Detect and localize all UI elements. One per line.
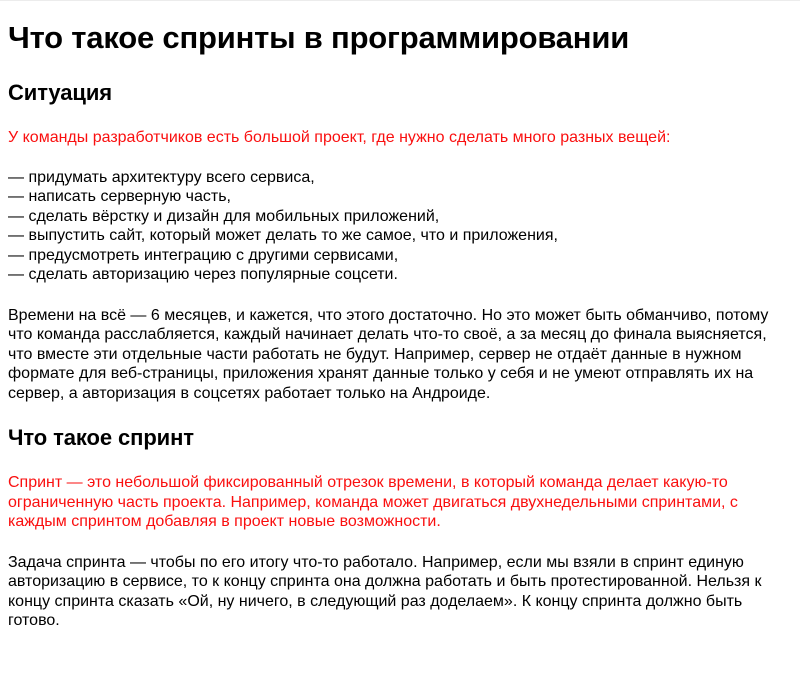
list-item: — сделать вёрстку и дизайн для мобильных приложений, [8,207,440,225]
section-heading-what-is-sprint: Что такое спринт [8,425,194,450]
section-heading-situation: Ситуация [8,80,113,105]
list-item: — предусмотреть интеграцию с другими сервисами, [8,246,399,264]
list-item: — написать серверную часть, [8,188,231,205]
situation-task-list [8,168,780,285]
page-title: Что такое спринты в программировании [8,20,630,55]
top-divider [0,0,800,1]
list-item: — выпустить сайт, который может делать то же самое, что и приложения, [8,227,558,244]
situation-body-paragraph: Времени на всё — 6 месяцев, и кажется, что этого достаточно. Но это может быть обманчиво, потому что команда расслабляется, каждый начинает делать что-то своё, а за месяц до финала выясняется, что вместе эти отдельные части работать не будут. Например, сервер не отдаёт данные в нужном формате для веб-страницы, приложения хранят данные только у себя и не умеют отправлять их на сервер, а авторизация в соцсетях работает только на Андроиде. [8,306,769,402]
sprint-goal-paragraph: Задача спринта — чтобы по его итогу что-то работало. Например, если мы взяли в спринт единую авторизацию в сервисе, то к концу спринта она должна работать и быть протестированной. Нельзя к концу спринта сказать «Ой, ну ничего, в следующий раз доделаем». К концу спринта должно быть готово. [8,553,762,629]
list-item: — придумать архитектуру всего сервиса, [8,168,315,186]
situation-intro-paragraph: У команды разработчиков есть большой проект, где нужно сделать много разных вещей: [8,129,671,146]
sprint-definition-paragraph: Спринт — это небольшой фиксированный отрезок времени, в который команда делает какую-то ограниченную часть проекта. Например, команда может двигаться двухнедельными спринтами, с каждым спринтом добавляя в проект новые возможности. [8,474,738,530]
list-item: — сделать авторизацию через популярные соцсети. [8,266,398,283]
